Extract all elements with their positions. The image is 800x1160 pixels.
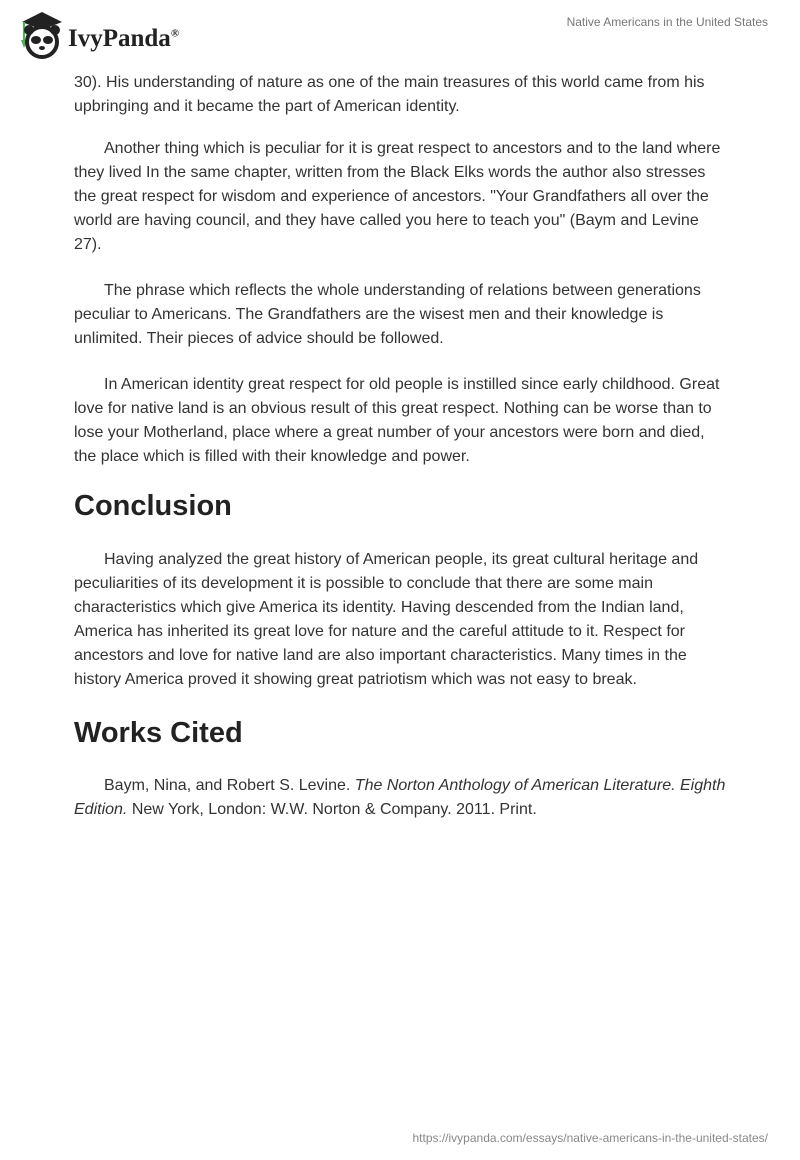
paragraph: In American identity great respect for old people is instilled since early childhood. Great love for native land is an obvious result of this great respect. Nothing can be worse than to lose your Motherland, place where a great number of your ancestors were born and died, the place which is filled with their knowledge and power. — [74, 376, 720, 465]
logo-text: IvyPanda® — [68, 25, 180, 52]
footer-url[interactable]: https://ivypanda.com/essays/native-americans-in-the-united-states/ — [412, 1131, 768, 1145]
paragraph: The phrase which reflects the whole understanding of relations between generations peculiar to Americans. The Grandfathers are the wisest men and their knowledge is unlimited. Their pieces of advice should be followed. — [74, 282, 701, 347]
paragraph: Another thing which is peculiar for it is great respect to ancestors and to the land where they lived In the same chapter, written from the Black Elks words the author also stresses the great respect for wisdom and experience of ancestors. "Your Grandfathers all over the world are having council, and they have called you here to teach you" (Baym and Levine 27). — [74, 140, 721, 253]
conclusion-heading: Conclusion — [74, 490, 232, 522]
citation: Baym, Nina, and Robert S. Levine. The Norton Anthology of American Literature. Eighth Edition. New York, London: W.W. Norton & Company. 2011. Print. — [74, 777, 726, 818]
logo[interactable] — [18, 10, 179, 60]
document-title: Native Americans in the United States — [566, 15, 768, 29]
paragraph: Having analyzed the great history of American people, its great cultural heritage and peculiarities of its development it is possible to conclude that there are some main characteristics which give America its identity. Having descended from the Indian land, America has inherited its great love for nature and the careful attitude to it. Respect for ancestors and love for native land are also important characteristics. Many times in the history America proved it showing great patriotism which was not easy to break. — [74, 551, 699, 688]
paragraph: 30). His understanding of nature as one of the main treasures of this world came from his upbringing and it became the part of American identity. — [74, 74, 705, 115]
works-cited-heading: Works Cited — [74, 717, 243, 749]
panda-logo-icon — [18, 10, 64, 60]
